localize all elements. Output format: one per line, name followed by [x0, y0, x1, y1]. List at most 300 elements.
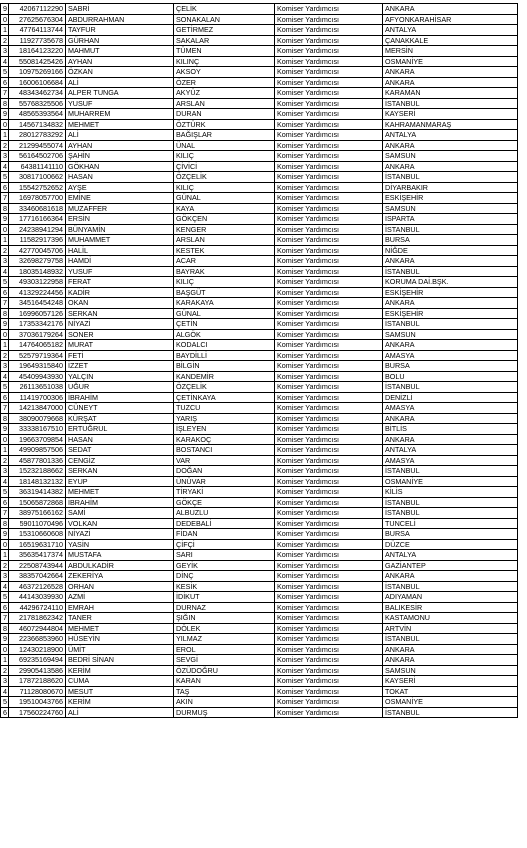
- rank-cell: Komiser Yardımcısı: [275, 319, 383, 330]
- tc-id-number-cell: 17716166364: [9, 214, 66, 225]
- rank-cell: Komiser Yardımcısı: [275, 466, 383, 477]
- rank-cell: Komiser Yardımcısı: [275, 350, 383, 361]
- tc-id-number-cell: 16519631710: [9, 539, 66, 550]
- rank-cell: Komiser Yardımcısı: [275, 497, 383, 508]
- row-number-cell: 1: [1, 655, 9, 666]
- tc-id-number-cell: 15232188662: [9, 466, 66, 477]
- rank-cell: Komiser Yardımcısı: [275, 140, 383, 151]
- province-cell: KASTAMONU: [383, 613, 518, 624]
- surname-cell: ARSLAN: [174, 98, 275, 109]
- tc-id-number-cell: 45409943930: [9, 371, 66, 382]
- surname-cell: VAR: [174, 455, 275, 466]
- rank-cell: Komiser Yardımcısı: [275, 182, 383, 193]
- surname-cell: BAŞGÜT: [174, 287, 275, 298]
- first-name-cell: MEHMET: [66, 487, 174, 498]
- first-name-cell: GÜRHAN: [66, 35, 174, 46]
- surname-cell: BAYRAK: [174, 266, 275, 277]
- first-name-cell: KERİM: [66, 697, 174, 708]
- tc-id-number-cell: 35635417374: [9, 550, 66, 561]
- table-row: [1, 361, 518, 372]
- rank-cell: Komiser Yardımcısı: [275, 676, 383, 687]
- tc-id-number-cell: 48565393564: [9, 109, 66, 120]
- province-cell: KAHRAMANMARAŞ: [383, 119, 518, 130]
- rank-cell: Komiser Yardımcısı: [275, 487, 383, 498]
- first-name-cell: KERİM: [66, 665, 174, 676]
- surname-cell: KARAN: [174, 676, 275, 687]
- rank-cell: Komiser Yardımcısı: [275, 329, 383, 340]
- province-cell: ANKARA: [383, 67, 518, 78]
- first-name-cell: MAHMUT: [66, 46, 174, 57]
- tc-id-number-cell: 11419700306: [9, 392, 66, 403]
- table-row: [1, 697, 518, 708]
- rank-cell: Komiser Yardımcısı: [275, 14, 383, 25]
- tc-id-number-cell: 10975269166: [9, 67, 66, 78]
- surname-cell: ÇETİN: [174, 319, 275, 330]
- province-cell: İSTANBUL: [383, 497, 518, 508]
- personnel-table: [0, 3, 518, 718]
- surname-cell: SONAKALAN: [174, 14, 275, 25]
- table-row: [1, 623, 518, 634]
- row-number-cell: 6: [1, 497, 9, 508]
- rank-cell: Komiser Yardımcısı: [275, 518, 383, 529]
- tc-id-number-cell: 14764065182: [9, 340, 66, 351]
- table-row: [1, 634, 518, 645]
- province-cell: ANKARA: [383, 4, 518, 15]
- first-name-cell: CENGİZ: [66, 455, 174, 466]
- first-name-cell: ABDURRAHMAN: [66, 14, 174, 25]
- row-number-cell: 8: [1, 518, 9, 529]
- table-row: [1, 182, 518, 193]
- row-number-cell: 9: [1, 109, 9, 120]
- tc-id-number-cell: 16978057700: [9, 193, 66, 204]
- table-row: [1, 77, 518, 88]
- row-number-cell: 2: [1, 560, 9, 571]
- tc-id-number-cell: 41329224456: [9, 287, 66, 298]
- first-name-cell: KÜRŞAT: [66, 413, 174, 424]
- province-cell: OSMANİYE: [383, 56, 518, 67]
- surname-cell: SARI: [174, 550, 275, 561]
- surname-cell: BAYDİLLİ: [174, 350, 275, 361]
- province-cell: AMASYA: [383, 403, 518, 414]
- surname-cell: TAŞ: [174, 686, 275, 697]
- surname-cell: ÇİVİCİ: [174, 161, 275, 172]
- rank-cell: Komiser Yardımcısı: [275, 707, 383, 718]
- table-row: [1, 98, 518, 109]
- table-row: [1, 602, 518, 613]
- first-name-cell: MUHAMMET: [66, 235, 174, 246]
- table-row: [1, 550, 518, 561]
- rank-cell: Komiser Yardımcısı: [275, 602, 383, 613]
- tc-id-number-cell: 34516454248: [9, 298, 66, 309]
- first-name-cell: İBRAHİM: [66, 392, 174, 403]
- rank-cell: Komiser Yardımcısı: [275, 98, 383, 109]
- tc-id-number-cell: 44296724110: [9, 602, 66, 613]
- table-row: [1, 644, 518, 655]
- row-number-cell: 2: [1, 140, 9, 151]
- province-cell: KAYSERİ: [383, 109, 518, 120]
- rank-cell: Komiser Yardımcısı: [275, 361, 383, 372]
- table-row: [1, 686, 518, 697]
- surname-cell: ÖZÜDOĞRU: [174, 665, 275, 676]
- rank-cell: Komiser Yardımcısı: [275, 644, 383, 655]
- table-row: [1, 350, 518, 361]
- surname-cell: İDİKUT: [174, 592, 275, 603]
- tc-id-number-cell: 19649315840: [9, 361, 66, 372]
- first-name-cell: KADİR: [66, 287, 174, 298]
- table-row: [1, 130, 518, 141]
- tc-id-number-cell: 21299455074: [9, 140, 66, 151]
- rank-cell: Komiser Yardımcısı: [275, 224, 383, 235]
- rank-cell: Komiser Yardımcısı: [275, 665, 383, 676]
- rank-cell: Komiser Yardımcısı: [275, 161, 383, 172]
- rank-cell: Komiser Yardımcısı: [275, 508, 383, 519]
- row-number-cell: 7: [1, 298, 9, 309]
- province-cell: KARAMAN: [383, 88, 518, 99]
- tc-id-number-cell: 56164502706: [9, 151, 66, 162]
- tc-id-number-cell: 15542752652: [9, 182, 66, 193]
- first-name-cell: YUSUF: [66, 266, 174, 277]
- surname-cell: DOĞAN: [174, 466, 275, 477]
- table-row: [1, 193, 518, 204]
- rank-cell: Komiser Yardımcısı: [275, 529, 383, 540]
- table-row: [1, 707, 518, 718]
- rank-cell: Komiser Yardımcısı: [275, 581, 383, 592]
- surname-cell: ÖZTÜRK: [174, 119, 275, 130]
- province-cell: İSTANBUL: [383, 466, 518, 477]
- table-row: [1, 151, 518, 162]
- row-number-cell: 9: [1, 634, 9, 645]
- rank-cell: Komiser Yardımcısı: [275, 613, 383, 624]
- province-cell: BURSA: [383, 361, 518, 372]
- tc-id-number-cell: 18035148932: [9, 266, 66, 277]
- first-name-cell: VOLKAN: [66, 518, 174, 529]
- surname-cell: DURNAZ: [174, 602, 275, 613]
- surname-cell: YILMAZ: [174, 634, 275, 645]
- row-number-cell: 8: [1, 623, 9, 634]
- tc-id-number-cell: 14567134832: [9, 119, 66, 130]
- tc-id-number-cell: 24238941294: [9, 224, 66, 235]
- row-number-cell: 4: [1, 266, 9, 277]
- rank-cell: Komiser Yardımcısı: [275, 413, 383, 424]
- row-number-cell: 6: [1, 707, 9, 718]
- row-number-cell: 5: [1, 382, 9, 393]
- surname-cell: AKSOY: [174, 67, 275, 78]
- tc-id-number-cell: 22366853960: [9, 634, 66, 645]
- surname-cell: TİRYAKİ: [174, 487, 275, 498]
- table-row: [1, 277, 518, 288]
- row-number-cell: 5: [1, 172, 9, 183]
- province-cell: ANKARA: [383, 434, 518, 445]
- surname-cell: YARIŞ: [174, 413, 275, 424]
- first-name-cell: YUSUF: [66, 98, 174, 109]
- first-name-cell: MUHARREM: [66, 109, 174, 120]
- tc-id-number-cell: 19663709854: [9, 434, 66, 445]
- first-name-cell: BÜNYAMİN: [66, 224, 174, 235]
- table-row: [1, 592, 518, 603]
- surname-cell: TÜMEN: [174, 46, 275, 57]
- surname-cell: KESTEK: [174, 245, 275, 256]
- rank-cell: Komiser Yardımcısı: [275, 266, 383, 277]
- table-row: [1, 256, 518, 267]
- province-cell: ESKİŞEHİR: [383, 287, 518, 298]
- tc-id-number-cell: 17872188620: [9, 676, 66, 687]
- row-number-cell: 2: [1, 665, 9, 676]
- first-name-cell: EMİNE: [66, 193, 174, 204]
- first-name-cell: ALİ: [66, 130, 174, 141]
- rank-cell: Komiser Yardımcısı: [275, 424, 383, 435]
- table-row: [1, 88, 518, 99]
- tc-id-number-cell: 14213847000: [9, 403, 66, 414]
- row-number-cell: 0: [1, 434, 9, 445]
- table-row: [1, 287, 518, 298]
- rank-cell: Komiser Yardımcısı: [275, 571, 383, 582]
- province-cell: ANKARA: [383, 340, 518, 351]
- first-name-cell: AYŞE: [66, 182, 174, 193]
- province-cell: OSMANİYE: [383, 476, 518, 487]
- row-number-cell: 5: [1, 697, 9, 708]
- table-row: [1, 445, 518, 456]
- tc-id-number-cell: 44143039930: [9, 592, 66, 603]
- first-name-cell: HALİL: [66, 245, 174, 256]
- surname-cell: AKYÜZ: [174, 88, 275, 99]
- row-number-cell: 2: [1, 455, 9, 466]
- row-number-cell: 6: [1, 392, 9, 403]
- tc-id-number-cell: 21781862342: [9, 613, 66, 624]
- table-row: [1, 392, 518, 403]
- rank-cell: Komiser Yardımcısı: [275, 686, 383, 697]
- province-cell: ANTALYA: [383, 550, 518, 561]
- surname-cell: KESİK: [174, 581, 275, 592]
- table-row: [1, 319, 518, 330]
- rank-cell: Komiser Yardımcısı: [275, 151, 383, 162]
- first-name-cell: ÖZKAN: [66, 67, 174, 78]
- surname-cell: KAYA: [174, 203, 275, 214]
- rank-cell: Komiser Yardımcısı: [275, 88, 383, 99]
- surname-cell: ÇETİNKAYA: [174, 392, 275, 403]
- row-number-cell: 2: [1, 35, 9, 46]
- table-row: [1, 466, 518, 477]
- first-name-cell: ABDULKADİR: [66, 560, 174, 571]
- rank-cell: Komiser Yardımcısı: [275, 256, 383, 267]
- table-row: [1, 340, 518, 351]
- rank-cell: Komiser Yardımcısı: [275, 298, 383, 309]
- surname-cell: ARSLAN: [174, 235, 275, 246]
- first-name-cell: İZZET: [66, 361, 174, 372]
- row-number-cell: 2: [1, 350, 9, 361]
- province-cell: ANKARA: [383, 256, 518, 267]
- surname-cell: KENGER: [174, 224, 275, 235]
- tc-id-number-cell: 33338167510: [9, 424, 66, 435]
- rank-cell: Komiser Yardımcısı: [275, 371, 383, 382]
- province-cell: SAMSUN: [383, 329, 518, 340]
- table-row: [1, 413, 518, 424]
- province-cell: İSTANBUL: [383, 581, 518, 592]
- tc-id-number-cell: 55081425426: [9, 56, 66, 67]
- tc-id-number-cell: 33460681618: [9, 203, 66, 214]
- province-cell: SAMSUN: [383, 665, 518, 676]
- province-cell: OSMANİYE: [383, 697, 518, 708]
- rank-cell: Komiser Yardımcısı: [275, 445, 383, 456]
- row-number-cell: 5: [1, 592, 9, 603]
- surname-cell: DİNÇ: [174, 571, 275, 582]
- province-cell: İSTANBUL: [383, 224, 518, 235]
- first-name-cell: YALÇIN: [66, 371, 174, 382]
- row-number-cell: 0: [1, 224, 9, 235]
- rank-cell: Komiser Yardımcısı: [275, 592, 383, 603]
- table-row: [1, 497, 518, 508]
- surname-cell: İŞLEYEN: [174, 424, 275, 435]
- surname-cell: KILIÇ: [174, 151, 275, 162]
- tc-id-number-cell: 38975166162: [9, 508, 66, 519]
- row-number-cell: 3: [1, 571, 9, 582]
- first-name-cell: TAYFUR: [66, 25, 174, 36]
- table-row: [1, 140, 518, 151]
- tc-id-number-cell: 30817100662: [9, 172, 66, 183]
- province-cell: NİĞDE: [383, 245, 518, 256]
- tc-id-number-cell: 29905413586: [9, 665, 66, 676]
- tc-id-number-cell: 17353342176: [9, 319, 66, 330]
- tc-id-number-cell: 55768325506: [9, 98, 66, 109]
- first-name-cell: SERKAN: [66, 466, 174, 477]
- province-cell: ANKARA: [383, 571, 518, 582]
- province-cell: TUNCELİ: [383, 518, 518, 529]
- row-number-cell: 9: [1, 214, 9, 225]
- table-row: [1, 308, 518, 319]
- rank-cell: Komiser Yardımcısı: [275, 193, 383, 204]
- row-number-cell: 4: [1, 161, 9, 172]
- first-name-cell: ÜMİT: [66, 644, 174, 655]
- table-row: [1, 581, 518, 592]
- surname-cell: KARAKAYA: [174, 298, 275, 309]
- row-number-cell: 3: [1, 466, 9, 477]
- table-row: [1, 529, 518, 540]
- rank-cell: Komiser Yardımcısı: [275, 623, 383, 634]
- first-name-cell: İBRAHİM: [66, 497, 174, 508]
- province-cell: DÜZCE: [383, 539, 518, 550]
- rank-cell: Komiser Yardımcısı: [275, 109, 383, 120]
- province-cell: ARTVİN: [383, 623, 518, 634]
- province-cell: BOLU: [383, 371, 518, 382]
- table-row: [1, 655, 518, 666]
- surname-cell: KILIÇ: [174, 277, 275, 288]
- surname-cell: BOSTANCI: [174, 445, 275, 456]
- province-cell: ANKARA: [383, 140, 518, 151]
- row-number-cell: 3: [1, 46, 9, 57]
- province-cell: İSTANBUL: [383, 172, 518, 183]
- rank-cell: Komiser Yardımcısı: [275, 4, 383, 15]
- row-number-cell: 0: [1, 539, 9, 550]
- rank-cell: Komiser Yardımcısı: [275, 308, 383, 319]
- first-name-cell: MUSTAFA: [66, 550, 174, 561]
- table-row: [1, 613, 518, 624]
- province-cell: BİTLİS: [383, 424, 518, 435]
- tc-id-number-cell: 11927735678: [9, 35, 66, 46]
- row-number-cell: 2: [1, 245, 9, 256]
- tc-id-number-cell: 59011070496: [9, 518, 66, 529]
- surname-cell: ÇİFÇİ: [174, 539, 275, 550]
- table-row: [1, 487, 518, 498]
- first-name-cell: ALPER TUNGA: [66, 88, 174, 99]
- rank-cell: Komiser Yardımcısı: [275, 235, 383, 246]
- table-row: [1, 434, 518, 445]
- first-name-cell: SABRİ: [66, 4, 174, 15]
- row-number-cell: 0: [1, 14, 9, 25]
- row-number-cell: 7: [1, 88, 9, 99]
- rank-cell: Komiser Yardımcısı: [275, 476, 383, 487]
- tc-id-number-cell: 49303122958: [9, 277, 66, 288]
- rank-cell: Komiser Yardımcısı: [275, 340, 383, 351]
- first-name-cell: ZEKERİYA: [66, 571, 174, 582]
- first-name-cell: TANER: [66, 613, 174, 624]
- surname-cell: BAĞIŞLAR: [174, 130, 275, 141]
- rank-cell: Komiser Yardımcısı: [275, 277, 383, 288]
- surname-cell: ŞIĞIN: [174, 613, 275, 624]
- table-row: [1, 224, 518, 235]
- province-cell: ANKARA: [383, 77, 518, 88]
- province-cell: KAYSERİ: [383, 676, 518, 687]
- province-cell: KORUMA DAİ.BŞK.: [383, 277, 518, 288]
- tc-id-number-cell: 28012783292: [9, 130, 66, 141]
- first-name-cell: ERTUĞRUL: [66, 424, 174, 435]
- rank-cell: Komiser Yardımcısı: [275, 550, 383, 561]
- rank-cell: Komiser Yardımcısı: [275, 539, 383, 550]
- province-cell: ANKARA: [383, 644, 518, 655]
- row-number-cell: 7: [1, 193, 9, 204]
- province-cell: ANKARA: [383, 413, 518, 424]
- rank-cell: Komiser Yardımcısı: [275, 56, 383, 67]
- tc-id-number-cell: 69235169494: [9, 655, 66, 666]
- row-number-cell: 9: [1, 319, 9, 330]
- tc-id-number-cell: 32698279758: [9, 256, 66, 267]
- province-cell: İSTANBUL: [383, 508, 518, 519]
- province-cell: ANTALYA: [383, 445, 518, 456]
- first-name-cell: HASAN: [66, 434, 174, 445]
- row-number-cell: 1: [1, 25, 9, 36]
- first-name-cell: FETİ: [66, 350, 174, 361]
- surname-cell: GÖKÇEN: [174, 214, 275, 225]
- rank-cell: Komiser Yardımcısı: [275, 403, 383, 414]
- table-row: [1, 455, 518, 466]
- table-row: [1, 14, 518, 25]
- table-row: [1, 518, 518, 529]
- surname-cell: SAKALAR: [174, 35, 275, 46]
- surname-cell: TUZCU: [174, 403, 275, 414]
- table-row: [1, 214, 518, 225]
- rank-cell: Komiser Yardımcısı: [275, 697, 383, 708]
- province-cell: İSTANBUL: [383, 634, 518, 645]
- tc-id-number-cell: 18148132132: [9, 476, 66, 487]
- first-name-cell: UĞUR: [66, 382, 174, 393]
- province-cell: DİYARBAKIR: [383, 182, 518, 193]
- surname-cell: EROL: [174, 644, 275, 655]
- first-name-cell: MUZAFFER: [66, 203, 174, 214]
- surname-cell: KILINÇ: [174, 56, 275, 67]
- row-number-cell: 4: [1, 581, 9, 592]
- first-name-cell: HAMDİ: [66, 256, 174, 267]
- province-cell: İSTANBUL: [383, 382, 518, 393]
- table-row: [1, 172, 518, 183]
- province-cell: ANTALYA: [383, 130, 518, 141]
- first-name-cell: CÜNEYT: [66, 403, 174, 414]
- first-name-cell: OKAN: [66, 298, 174, 309]
- tc-id-number-cell: 38090079668: [9, 413, 66, 424]
- table-row: [1, 476, 518, 487]
- first-name-cell: ORHAN: [66, 581, 174, 592]
- table-row: [1, 298, 518, 309]
- surname-cell: ÜNÜVAR: [174, 476, 275, 487]
- rank-cell: Komiser Yardımcısı: [275, 560, 383, 571]
- first-name-cell: HÜSEYİN: [66, 634, 174, 645]
